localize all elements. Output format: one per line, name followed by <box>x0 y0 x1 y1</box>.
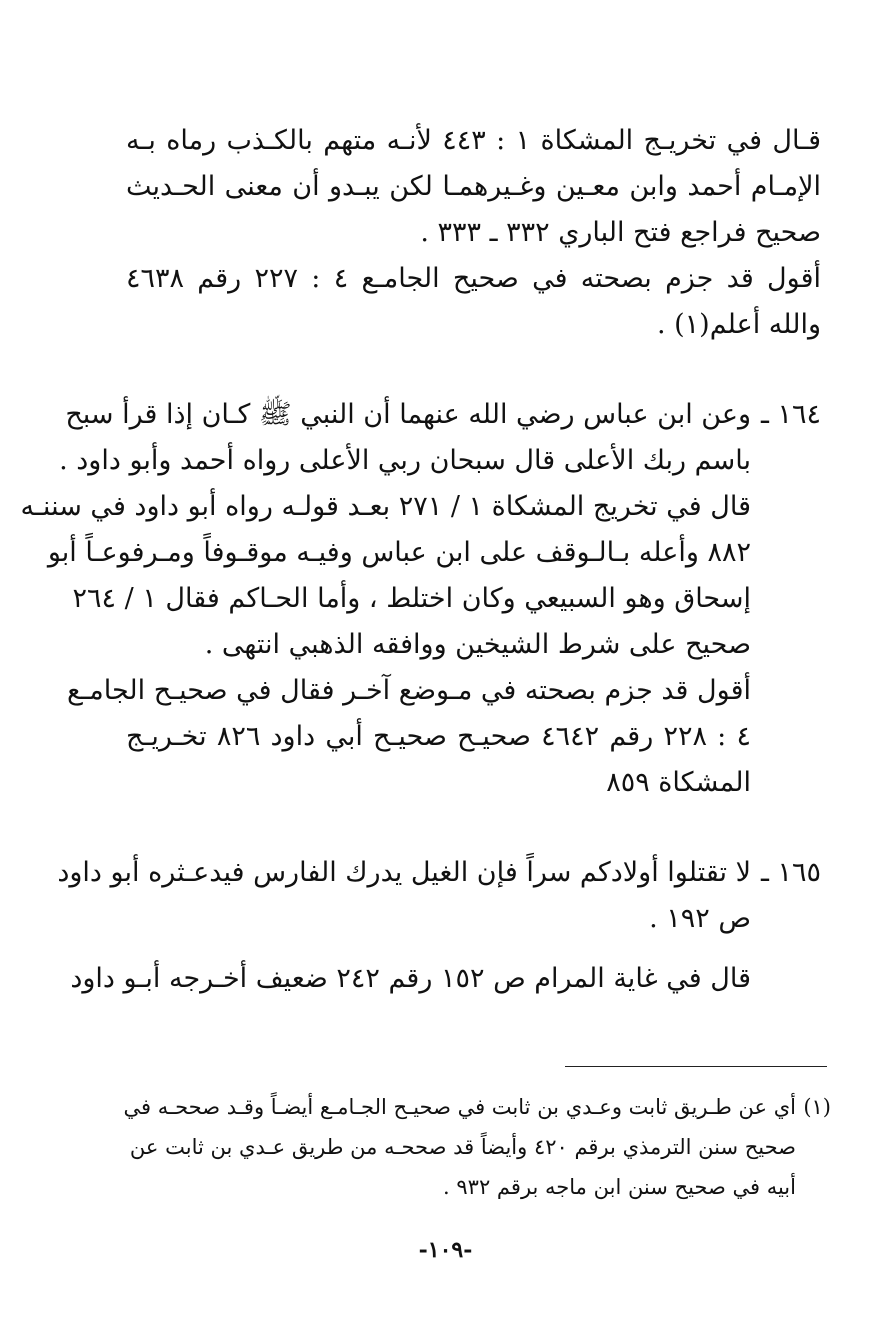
text-line: وعن ابن عباس رضي الله عنهما أن النبي ﷺ كـان إذا قرأ سبح <box>65 399 751 430</box>
text-line: قال في تخريج المشكاة ١ / ٢٧١ بعـد قولـه رواه أبو داود في سننـه <box>20 491 751 522</box>
text-line: أقول قد جزم بصحته في مـوضع آخـر فقال في صحيـح الجامـع <box>67 675 751 706</box>
hadith-165-commentary <box>70 956 751 1002</box>
text-line: ص ١٩٢ . <box>649 903 751 934</box>
text-line: ٨٨٢ وأعله بـالـوقف على ابن عباس وفيـه موقـوفاً ومـرفوعـاً أبو <box>47 537 751 568</box>
text-line: والله أعلم(١) . <box>656 309 821 340</box>
footnote-separator <box>565 1066 827 1067</box>
text-line: أقول قد جزم بصحته في صحيح الجامـع ٤ : ٢٢٧ رقم ٤٦٣٨ <box>126 263 821 294</box>
hadith-164-text <box>20 392 751 806</box>
page-number: -١٠٩- <box>418 1237 473 1263</box>
text-line: صحيح على شرط الشيخين ووافقه الذهبي انتهى . <box>204 629 751 660</box>
hadith-number-164: ١٦٤ ـ <box>760 399 821 430</box>
text-line: إسحاق وهو السبيعي وكان اختلط ، وأما الحـاكم فقال ١ / ٢٦٤ <box>72 583 751 614</box>
text-line: قال في غاية المرام ص ١٥٢ رقم ٢٤٢ ضعيف أخـرجه أبـو داود <box>70 963 751 994</box>
paragraph-takhrij-1 <box>126 118 821 348</box>
text-line: صحيح فراجع فتح الباري ٣٣٢ ـ ٣٣٣ . <box>420 217 821 248</box>
footnote-line: أبيه في صحيح سنن ابن ماجه برقم ٩٣٢ . <box>443 1175 796 1199</box>
hadith-number-165: ١٦٥ ـ <box>760 857 821 888</box>
text-line: المشكاة ٨٥٩ <box>606 767 751 798</box>
hadith-165-text <box>57 850 751 942</box>
text-line: ٤ : ٢٢٨ رقم ٤٦٤٢ صحيـح صحيـح أبي داود ٨٢٦ تخـريـج <box>126 721 751 752</box>
text-line: لا تقتلوا أولادكم سراً فإن الغيل يدرك الفارس فيدعـثره أبو داود <box>57 857 751 888</box>
text-line: باسم ربك الأعلى قال سبحان ربي الأعلى رواه أحمد وأبو داود . <box>59 445 751 476</box>
footnote-text <box>123 1087 796 1207</box>
text-line: الإمـام أحمد وابن معـين وغـيرهمـا لكن يبـدو أن معنى الحـديث <box>126 171 821 202</box>
footnote-number: (١) <box>803 1095 831 1119</box>
footnote-line: أي عن طـريق ثابت وعـدي بن ثابت في صحيـح الجـامـع أيضـاً وقـد صححـه في <box>123 1095 796 1119</box>
text-line: قـال في تخريـج المشكاة ١ : ٤٤٣ لأنـه متهم بالكـذب رماه بـه <box>126 125 822 156</box>
footnote-line: صحيح سنن الترمذي برقم ٤٢٠ وأيضاً قد صححـه من طريق عـدي بن ثابت عن <box>129 1135 796 1159</box>
